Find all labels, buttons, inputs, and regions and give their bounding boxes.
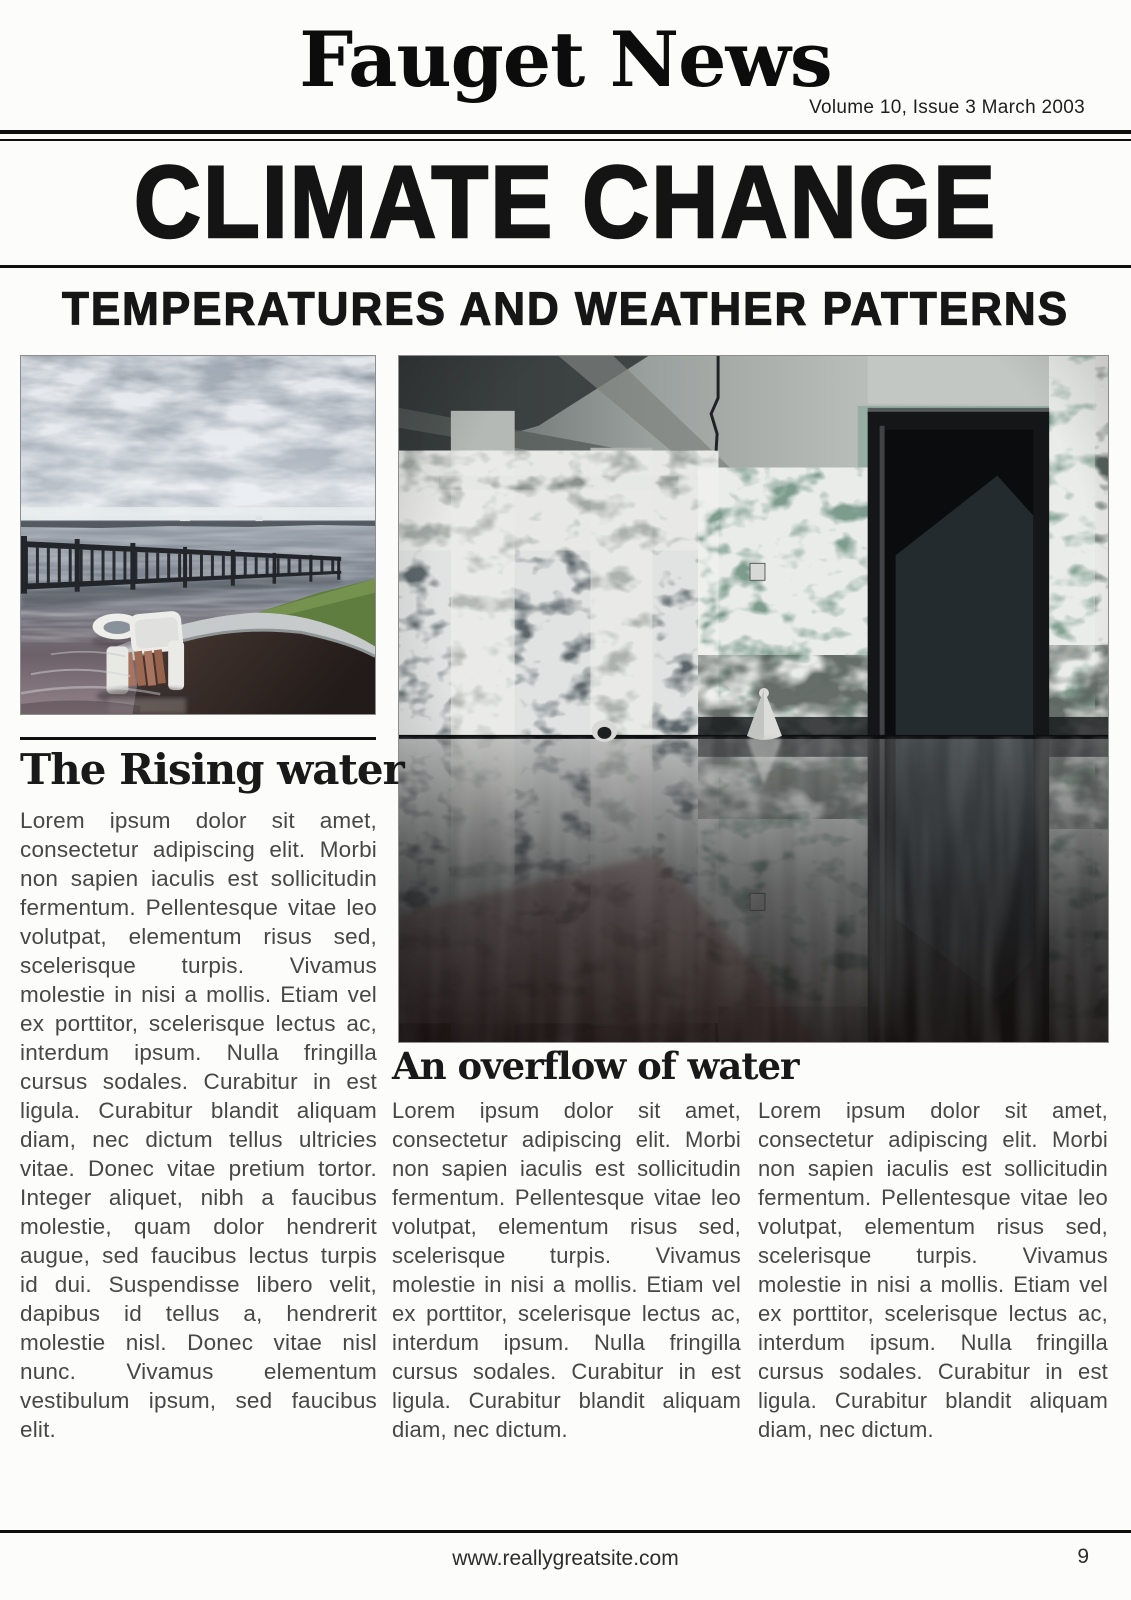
footer-website: www.reallygreatsite.com [452, 1547, 679, 1570]
masthead-title: Fauget News [299, 15, 832, 104]
headline: CLIMATE CHANGE [133, 144, 998, 259]
article-heading-rising-water: The Rising water [20, 745, 404, 794]
flooded-interior-photo [398, 355, 1109, 1043]
masthead-rule-thin [0, 139, 1131, 141]
article-body-overflow-col1: Lorem ipsum dolor sit amet, consectetur adipiscing elit. Morbi non sapien iaculis est sollicitudin fermentum. Pellentesque vitae leo volutpat, elementum risus sed, scelerisque turpis. Vivamus molestie in nisi a mollis. Etiam vel ex porttitor, scelerisque lectus ac, interdum ipsum. Nulla fringilla cursus sodales. Curabitur in est ligula. Curabitur blandit aliquam diam, nec dictum. [392, 1098, 741, 1442]
masthead-rule-thick [0, 130, 1131, 134]
flooded-interior-illustration [399, 356, 1108, 1042]
footer-rule [0, 1530, 1131, 1533]
article-heading-overflow: An overflow of water [392, 1044, 799, 1088]
subheadline: TEMPERATURES AND WEATHER PATTERNS [61, 283, 1070, 335]
flooded-promenade-illustration [21, 356, 375, 714]
issue-info: Volume 10, Issue 3 March 2003 [809, 97, 1085, 118]
headline-rule [0, 265, 1131, 268]
footer-page-number: 9 [1077, 1545, 1089, 1568]
article-divider-rule [20, 737, 376, 740]
article-body-rising-water: Lorem ipsum dolor sit amet, consectetur adipiscing elit. Morbi non sapien iaculis est sollicitudin fermentum. Pellentesque vitae leo volutpat, elementum risus sed, scelerisque turpis. Vivamus molestie in nisi a mollis. Etiam vel ex porttitor, scelerisque lectus ac, interdum ipsum. Nulla fringilla cursus sodales. Curabitur in est ligula. Curabitur blandit aliquam diam, nec dictum tellus ultricies vitae. Donec vitae pretium tortor. Integer aliquet, nibh a faucibus molestie, quam dolor hendrerit augue, sed faucibus lectus turpis id dui. Suspendisse libero velit, dapibus id tellus a, hendrerit molestie nisl. Donec vitae nisl nunc. Vivamus elementum vestibulum ipsum, sed faucibus elit. [20, 808, 377, 1442]
flooded-promenade-photo [20, 355, 376, 715]
article-body-overflow-col2: Lorem ipsum dolor sit amet, consectetur adipiscing elit. Morbi non sapien iaculis est sollicitudin fermentum. Pellentesque vitae leo volutpat, elementum risus sed, scelerisque turpis. Vivamus molestie in nisi a mollis. Etiam vel ex porttitor, scelerisque lectus ac, interdum ipsum. Nulla fringilla cursus sodales. Curabitur in est ligula. Curabitur blandit aliquam diam, nec dictum. [758, 1098, 1108, 1442]
